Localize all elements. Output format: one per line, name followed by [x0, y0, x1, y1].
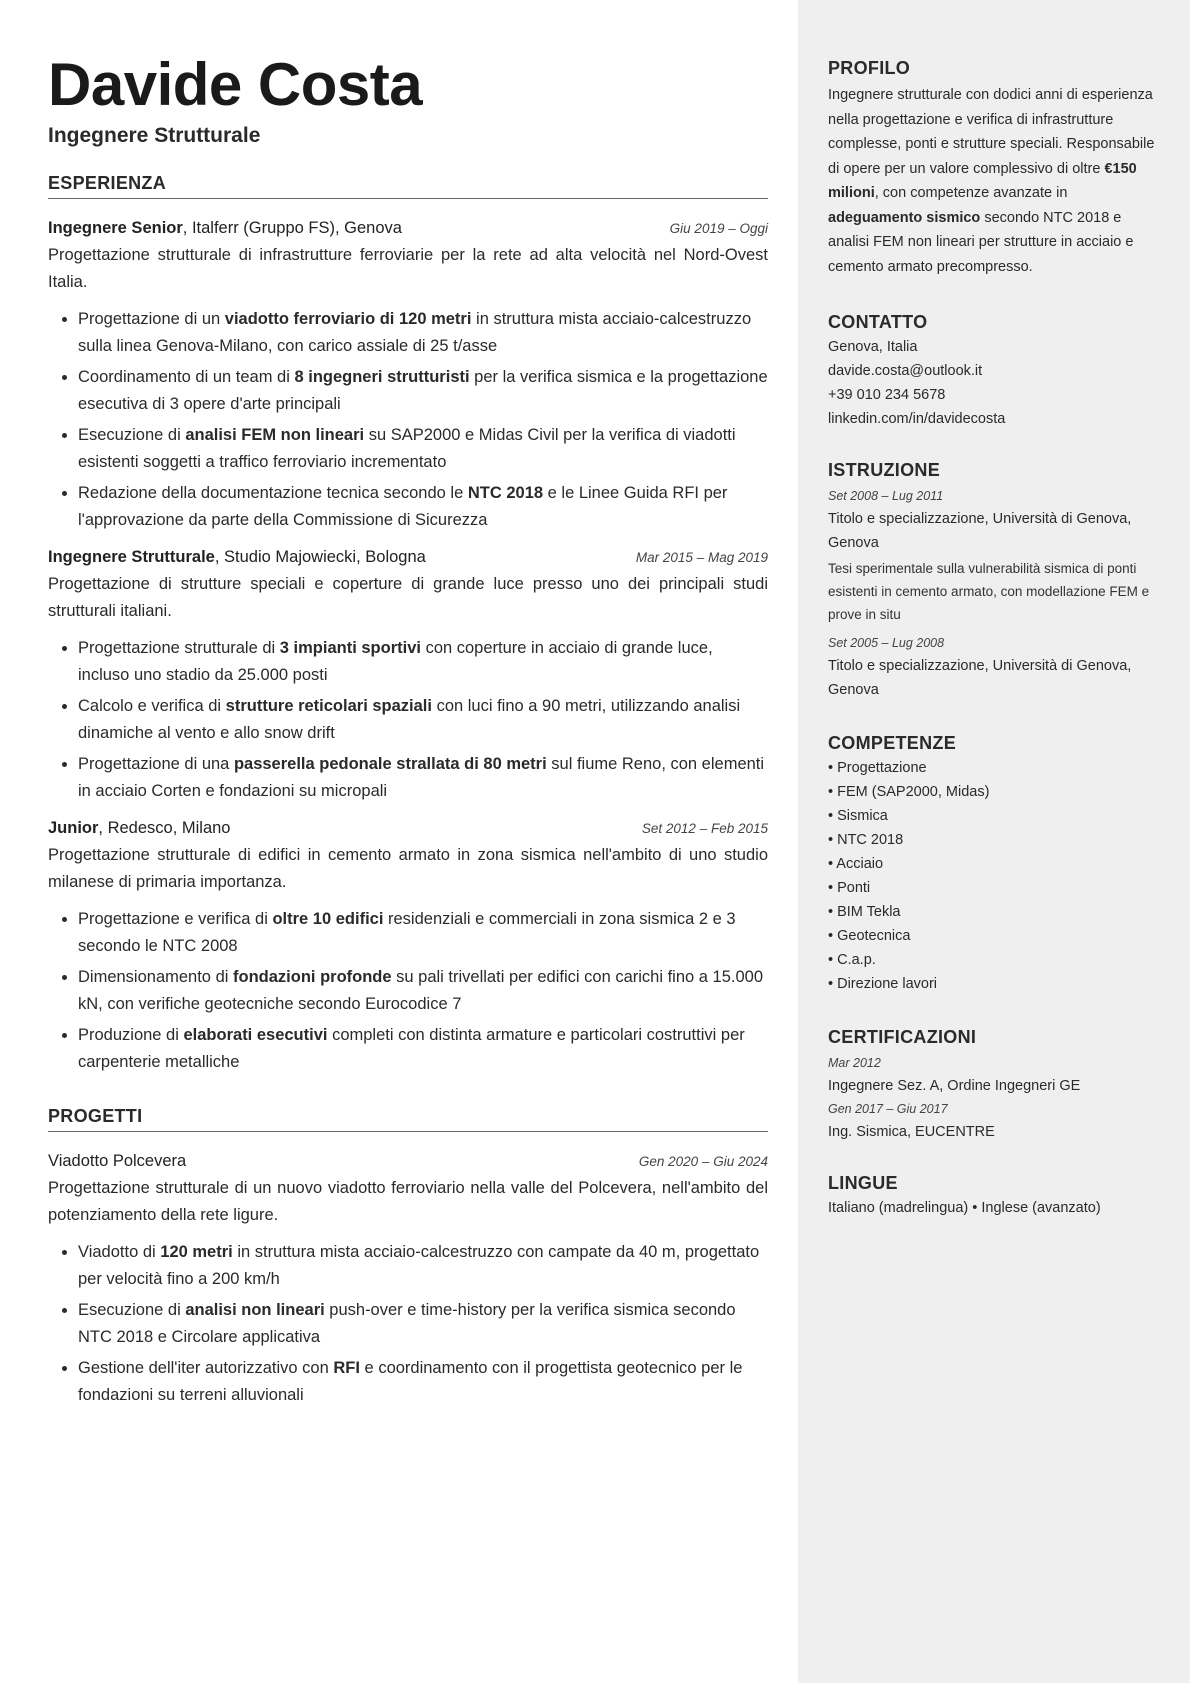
sidebar-content: [828, 55, 1163, 1220]
languages-text: Italiano (madrelingua) • Inglese (avanzato): [828, 1200, 1101, 1216]
skill-item: • BIM Tekla: [828, 904, 901, 920]
certification-name: Ingegnere Sez. A, Ordine Ingegneri GE: [828, 1078, 1081, 1094]
bullet-item: • Coordinamento di un team di 8 ingegneri strutturisti per la verifica sismica e la progettazione esecutiva di 3 opere d'arte principali: [78, 364, 768, 418]
project-bullets: [48, 1239, 768, 1409]
education-degree: Titolo e specializzazione, Università di Genova, Genova: [828, 511, 1132, 551]
certification-date: Gen 2017 – Giu 2017: [828, 1102, 948, 1116]
project-name: Viadotto Polcevera: [48, 1152, 187, 1170]
projects-section-title: PROGETTI: [48, 1106, 768, 1132]
bullet-item: • Viadotto di 120 metri in struttura mista acciaio-calcestruzzo con campate da 40 m, progettato per velocità fino a 200 km/h: [78, 1239, 768, 1293]
main-column: [48, 48, 768, 1413]
education-thesis: Tesi sperimentale sulla vulnerabilità sismica di ponti esistenti in cemento armato, con modellazione FEM e prove in situ: [828, 561, 1150, 622]
project-entry: [48, 1148, 768, 1409]
bullet-item: • Progettazione di una passerella pedonale strallata di 80 metri sul fiume Reno, con elementi in acciaio Corten e fondazioni su micropali: [78, 751, 768, 805]
contact-title: CONTATTO: [828, 312, 928, 332]
job-bullets: [48, 906, 768, 1076]
skill-item: • Direzione lavori: [828, 976, 938, 992]
job-position-company: [48, 815, 231, 841]
skill-item: • Acciaio: [828, 856, 884, 872]
certification-date: Mar 2012: [828, 1056, 881, 1070]
education-date: Set 2008 – Lug 2011: [828, 489, 944, 503]
education-degree: Titolo e specializzazione, Università di Genova, Genova: [828, 658, 1132, 698]
project-description: Progettazione strutturale di un nuovo viadotto ferroviario nella valle del Polcevera, nell'ambito del potenziamento della rete ligure.: [48, 1179, 768, 1224]
job-company: , Italferr (Gruppo FS), Genova: [182, 219, 402, 237]
job-bullets: [48, 306, 768, 534]
contact-phone: +39 010 234 5678: [828, 387, 946, 403]
project-header: [48, 1148, 768, 1175]
bullet-item: • Progettazione e verifica di oltre 10 edifici residenziali e commerciali in zona sismica 2 e 3 secondo le NTC 2008: [78, 906, 768, 960]
skill-item: • Ponti: [828, 880, 871, 896]
job-header: [48, 815, 768, 842]
bullet-item: • Esecuzione di analisi non lineari push-over e time-history per la verifica sismica secondo NTC 2018 e Circolare applicativa: [78, 1297, 768, 1351]
contact-location: Genova, Italia: [828, 339, 918, 355]
education-date: Set 2005 – Lug 2008: [828, 636, 945, 650]
skill-item: • Sismica: [828, 808, 888, 824]
certification-name: Ing. Sismica, EUCENTRE: [828, 1124, 995, 1140]
bullet-item: • Progettazione strutturale di 3 impianti sportivi con coperture in acciaio di grande luce, incluso uno stadio da 25.000 posti: [78, 635, 768, 689]
job-position: Ingegnere Senior: [48, 219, 183, 237]
certifications-title: CERTIFICAZIONI: [828, 1027, 977, 1047]
job-company: , Studio Majowiecki, Bologna: [214, 548, 426, 566]
job-entry: [48, 215, 768, 534]
skill-item: • NTC 2018: [828, 832, 904, 848]
contact-email[interactable]: davide.costa@outlook.it: [828, 363, 983, 379]
bullet-item: • Esecuzione di analisi FEM non lineari su SAP2000 e Midas Civil per la verifica di viadotti esistenti soggetti a traffico ferroviario incrementato: [78, 422, 768, 476]
job-position: Ingegnere Strutturale: [48, 548, 215, 566]
job-date: Mar 2015 – Mag 2019: [635, 550, 768, 565]
project-date: Gen 2020 – Giu 2024: [638, 1154, 768, 1169]
job-bullets: [48, 635, 768, 805]
job-position: Junior: [48, 819, 99, 837]
job-entry: [48, 544, 768, 805]
job-header: [48, 215, 768, 242]
person-name: Davide Costa: [48, 51, 423, 118]
job-title: Ingegnere Strutturale: [48, 124, 261, 147]
contact-linkedin[interactable]: linkedin.com/in/davidecosta: [828, 411, 1006, 427]
job-date: Set 2012 – Feb 2015: [641, 821, 768, 836]
skill-item: • C.a.p.: [828, 952, 876, 968]
profile-text: Ingegnere strutturale con dodici anni di esperienza nella progettazione e verifica di infrastrutture complesse, ponti e strutture speciali. Responsabile di opere per un valore complessivo di oltre €150 milioni, con competenze avanzate in adeguamento sismico secondo NTC 2018 e analisi FEM non lineari per strutture in acciaio e cemento armato precompresso.: [828, 87, 1155, 275]
job-header: [48, 544, 768, 571]
bullet-item: • Redazione della documentazione tecnica secondo le NTC 2018 e le Linee Guida RFI per l'approvazione da parte della Commissione di Sicurezza: [78, 480, 768, 534]
bullet-item: • Dimensionamento di fondazioni profonde su pali trivellati per edifici con carichi fino a 15.000 kN, con verifiche geotecniche secondo Eurocodice 7: [78, 964, 768, 1018]
bullet-item: • Gestione dell'iter autorizzativo con RFI e coordinamento con il progettista geotecnico per le fondazioni su terreni alluvionali: [78, 1355, 768, 1409]
sidebar: [798, 0, 1190, 1683]
job-position-company: [48, 215, 402, 241]
job-description: Progettazione strutturale di edifici in cemento armato in zona sismica nell'ambito di uno studio milanese di primaria importanza.: [48, 846, 768, 891]
job-date: Giu 2019 – Oggi: [669, 221, 768, 236]
skills-list: [828, 756, 1163, 996]
languages-title: LINGUE: [828, 1173, 898, 1193]
bullet-item: • Calcolo e verifica di strutture reticolari spaziali con luci fino a 90 metri, utilizzando analisi dinamiche al vento e allo snow drift: [78, 693, 768, 747]
bullet-item: • Progettazione di un viadotto ferroviario di 120 metri in struttura mista acciaio-calcestruzzo sulla linea Genova-Milano, con carico assiale di 25 t/asse: [78, 306, 768, 360]
bullet-item: • Produzione di elaborati esecutivi completi con distinta armature e particolari costruttivi per carpenterie metalliche: [78, 1022, 768, 1076]
skill-item: • FEM (SAP2000, Midas): [828, 784, 990, 800]
experience-section-title: ESPERIENZA: [48, 173, 768, 199]
job-description: Progettazione di strutture speciali e coperture di grande luce presso uno dei principali studi strutturali italiani.: [48, 575, 768, 620]
education-title: ISTRUZIONE: [828, 460, 941, 480]
job-company: , Redesco, Milano: [98, 819, 231, 837]
skill-item: • Geotecnica: [828, 928, 911, 944]
skills-title: COMPETENZE: [828, 733, 957, 753]
profile-title: PROFILO: [828, 58, 911, 78]
job-position-company: [48, 544, 426, 570]
job-description: Progettazione strutturale di infrastrutture ferroviarie per la rete ad alta velocità nel Nord-Ovest Italia.: [48, 246, 768, 291]
job-entry: [48, 815, 768, 1076]
skill-item: • Progettazione: [828, 760, 927, 776]
